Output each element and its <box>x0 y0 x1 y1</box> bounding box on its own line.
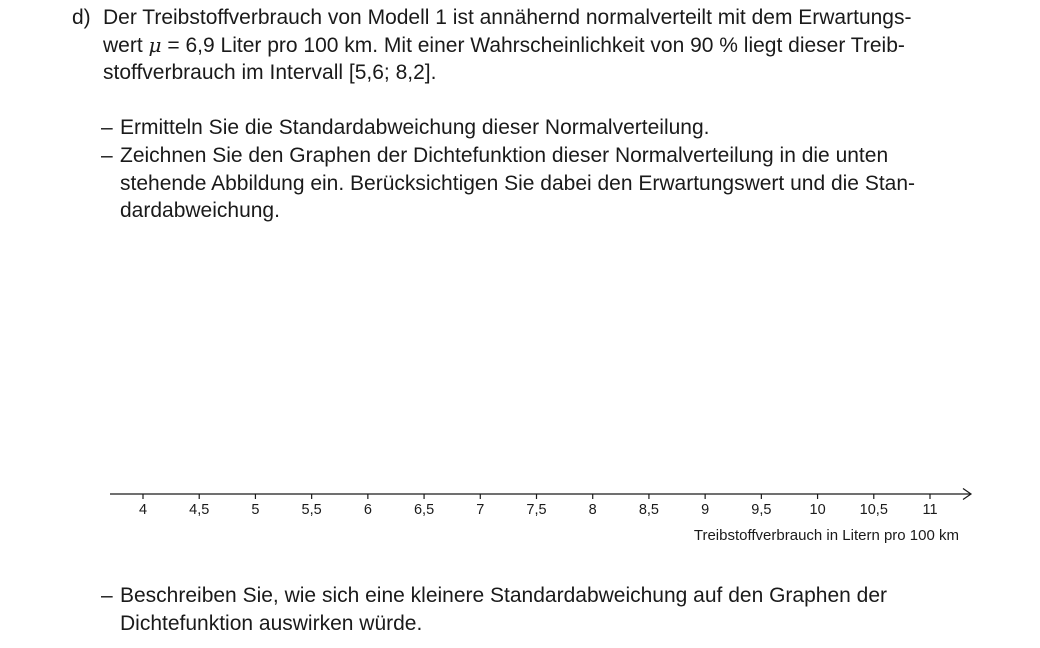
bullet-line: Zeichnen Sie den Graphen der Dichtefunktion dieser Normalverteilung in die unten <box>120 144 889 167</box>
bullet-dash: – <box>101 584 113 607</box>
x-tick-label: 9,5 <box>751 502 772 518</box>
density-axis-chart <box>0 470 1040 560</box>
x-tick-label: 7 <box>476 502 485 518</box>
x-tick-label: 9 <box>701 502 710 518</box>
x-axis-ticks <box>139 494 938 518</box>
bullet-smaller-deviation <box>101 582 1001 637</box>
x-tick-label: 10 <box>809 502 826 518</box>
task-label: d) <box>72 6 91 29</box>
bullet-dash: – <box>101 116 113 139</box>
bullet-standard-deviation <box>101 114 1001 142</box>
x-tick-label: 8,5 <box>638 502 660 518</box>
x-tick-label: 10,5 <box>859 502 888 518</box>
intro-line-1: Der Treibstoffverbrauch von Modell 1 ist annähernd normalverteilt mit dem Erwartungs- <box>103 6 912 29</box>
x-tick-label: 6,5 <box>413 502 435 518</box>
x-tick-label: 6 <box>363 502 372 518</box>
task-intro <box>103 4 1003 87</box>
intro-line-2 <box>103 32 1003 60</box>
bullet-line: Ermitteln Sie die Standardabweichung dieser Normalverteilung. <box>120 116 710 139</box>
bullet-draw-graph <box>101 142 1001 225</box>
x-tick-label: 11 <box>922 502 938 518</box>
bullet-line: stehende Abbildung ein. Berücksichtigen Sie dabei den Erwartungswert und die Stan- <box>120 171 916 195</box>
intro-line-2-rest: Liter pro 100 km. Mit einer Wahrscheinlichkeit von 90 % liegt dieser Treib- <box>220 33 905 57</box>
x-tick-label: 8 <box>588 502 597 518</box>
x-axis-title: Treibstoffverbrauch in Litern pro 100 km <box>693 527 959 544</box>
mu-value: = 6,9 <box>167 33 215 57</box>
mu-prefix: wert <box>103 33 143 57</box>
mu-symbol: μ <box>148 32 162 57</box>
intro-line-3: stoffverbrauch im Intervall [5,6; 8,2]. <box>103 61 437 84</box>
x-tick-label: 4 <box>138 502 148 518</box>
bullet-line: Beschreiben Sie, wie sich eine kleinere Standardabweichung auf den Graphen der <box>120 584 887 607</box>
x-tick-label: 7,5 <box>526 502 547 518</box>
bullet-line: dardabweichung. <box>120 199 280 222</box>
bullet-line: Dichtefunktion auswirken würde. <box>120 611 423 635</box>
x-tick-label: 4,5 <box>189 502 210 518</box>
x-tick-label: 5 <box>251 502 260 518</box>
x-tick-label: 5,5 <box>301 502 322 518</box>
bullet-dash: – <box>101 144 113 167</box>
